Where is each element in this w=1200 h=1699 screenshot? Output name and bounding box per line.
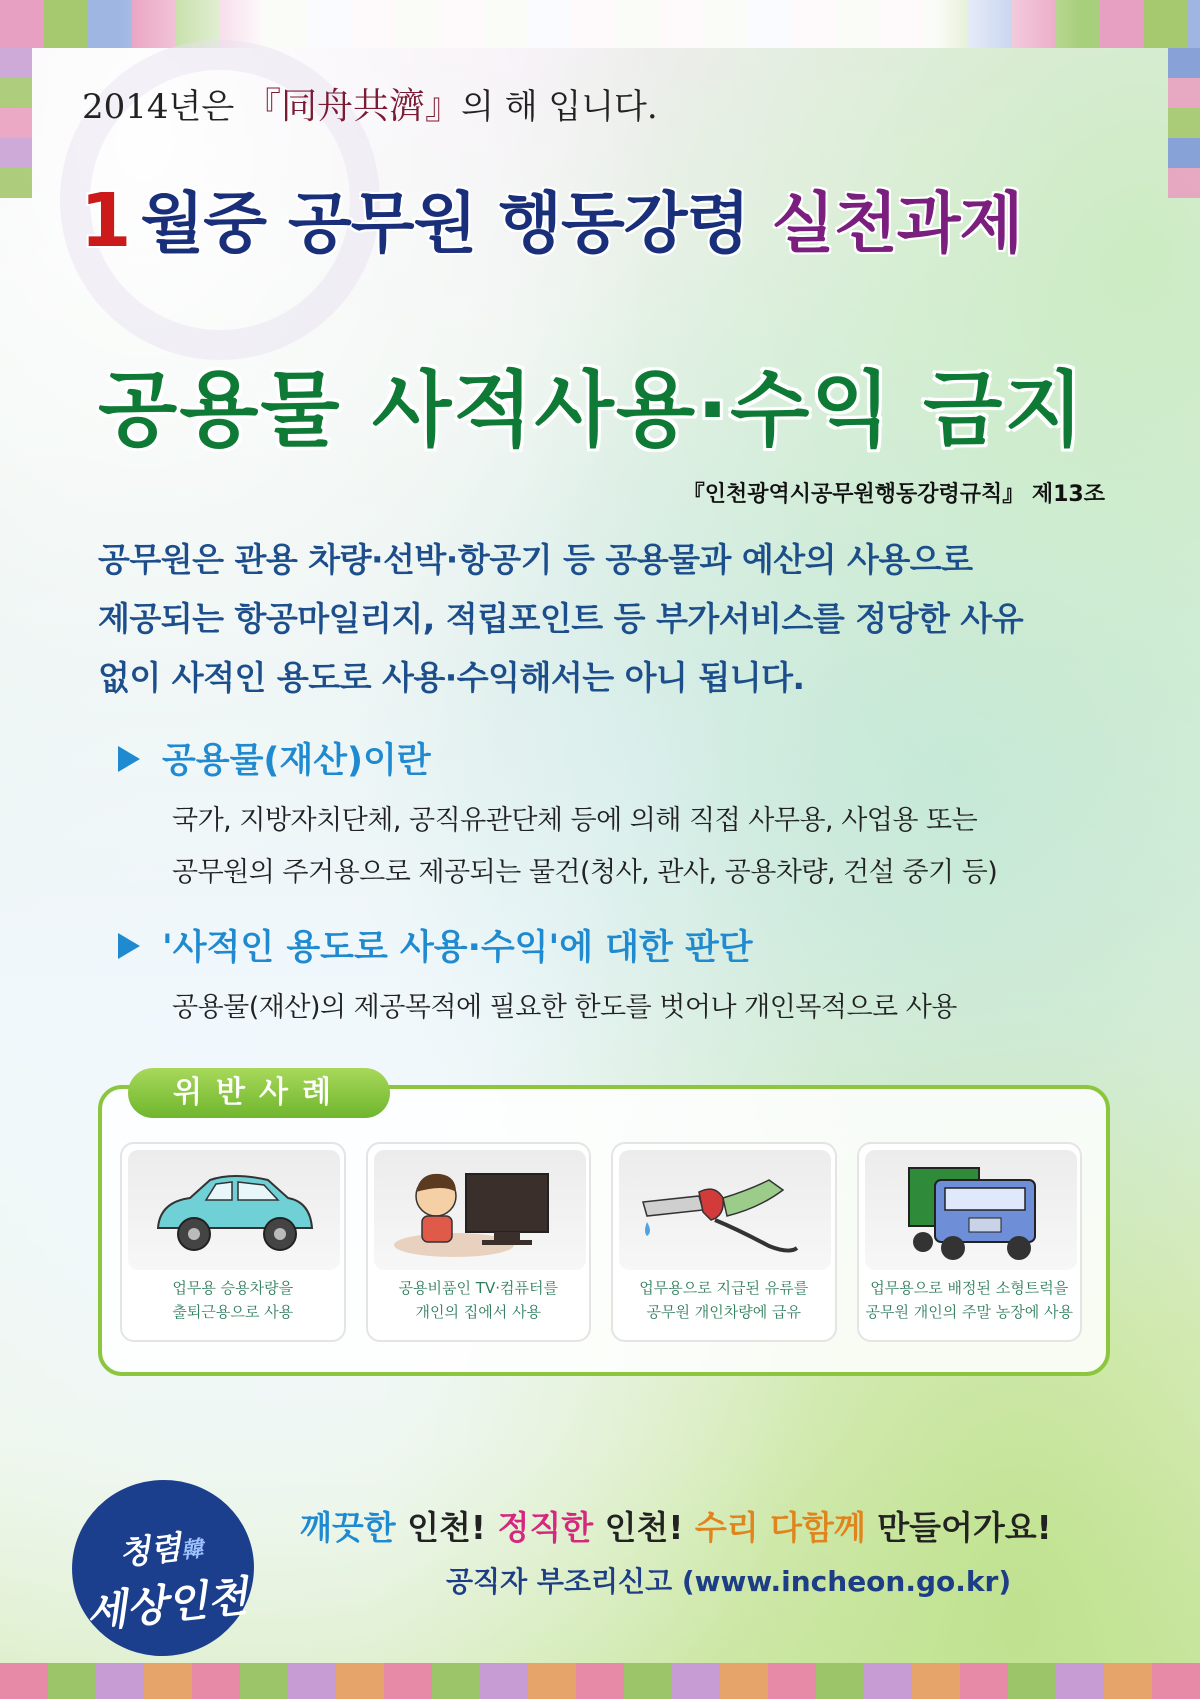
- caption-line: 공무원 개인차량에 급유: [646, 1303, 801, 1321]
- title-main: 월중 공무원 행동강령: [140, 185, 772, 262]
- car-icon: [128, 1150, 340, 1270]
- slogan-part: 정직한: [497, 1508, 594, 1547]
- decorative-pattern-right: [1168, 48, 1200, 198]
- violation-caption: [372, 1276, 586, 1324]
- violation-card-fuel: [611, 1142, 837, 1342]
- year-motto-prefix: 2014년은: [82, 87, 246, 127]
- page-title: [80, 170, 1140, 265]
- title-highlight: 실천과제: [771, 185, 1023, 262]
- caption-line: 개인의 집에서 사용: [415, 1303, 541, 1321]
- paragraph-line: 없이 사적인 용도로 사용·수익해서는 아니 됩니다.: [98, 658, 805, 697]
- section1-line: 공무원의 주거용으로 제공되는 물건(청사, 관사, 공용차량, 건설 중기 등): [172, 857, 998, 888]
- report-link[interactable]: 공직자 부조리신고 (www.incheon.go.kr): [446, 1565, 1012, 1598]
- triangle-bullet-icon: [118, 746, 140, 772]
- year-motto-suffix: 의 해 입니다.: [461, 87, 658, 127]
- caption-line: 업무용으로 배정된 소형트럭을: [870, 1279, 1069, 1297]
- triangle-bullet-icon: [118, 933, 140, 959]
- slogan-part: 수리 다함께: [694, 1508, 866, 1547]
- violation-cases-label: 위반사례: [128, 1068, 390, 1118]
- violation-cards: [120, 1142, 1082, 1342]
- caption-line: 출퇴근용으로 사용: [172, 1303, 294, 1321]
- section2-line: 공용물(재산)의 제공목적에 필요한 한도를 벗어나 개인목적으로 사용: [172, 992, 957, 1023]
- logo-text: 청렴: [117, 1528, 183, 1573]
- logo-hanja: 韓: [179, 1535, 205, 1564]
- section1-body: [172, 795, 997, 899]
- violation-caption: [617, 1276, 831, 1324]
- tv-computer-icon: [374, 1150, 586, 1270]
- decorative-pattern-top: [0, 0, 1200, 48]
- year-motto: [82, 78, 658, 129]
- section1-heading: [118, 733, 431, 783]
- section1-line: 국가, 지방자치단체, 공직유관단체 등에 의해 직접 사무용, 사업용 또는: [172, 805, 978, 836]
- section2-heading: [118, 920, 753, 970]
- year-motto-hanja: 『同舟共濟』: [245, 86, 462, 127]
- violation-card-truck: [857, 1142, 1083, 1342]
- logo-line2: 세상인천: [83, 1571, 251, 1638]
- headline: 공용물 사적사용·수익 금지: [98, 363, 1086, 458]
- truck-icon: [865, 1150, 1077, 1270]
- section2-body: [172, 982, 957, 1034]
- slogan-part: 인천!: [395, 1508, 498, 1547]
- caption-line: 업무용으로 지급된 유류를: [639, 1279, 809, 1297]
- violation-card-tv: [366, 1142, 592, 1342]
- fuel-nozzle-icon: [619, 1150, 831, 1270]
- slogan-part: 깨끗한: [300, 1508, 396, 1547]
- incheon-integrity-logo: [63, 1471, 262, 1665]
- section2-heading-text: '사적인 용도로 사용·수익'에 대한 판단: [162, 928, 753, 968]
- caption-line: 공무원 개인의 주말 농장에 사용: [865, 1303, 1073, 1321]
- main-paragraph: [98, 530, 1108, 707]
- decorative-pattern-bottom: [0, 1663, 1200, 1699]
- slogan-part: 만들어가요!: [865, 1508, 1052, 1547]
- month-number: 1: [80, 178, 131, 264]
- violation-caption: [126, 1276, 340, 1324]
- violation-card-car: [120, 1142, 346, 1342]
- slogan-part: 인천!: [593, 1508, 695, 1547]
- caption-line: 공용비품인 TV·컴퓨터를: [398, 1279, 558, 1297]
- decorative-pattern-left: [0, 48, 32, 198]
- paragraph-line: 제공되는 항공마일리지, 적립포인트 등 부가서비스를 정당한 사유: [98, 599, 1024, 638]
- section1-heading-text: 공용물(재산)이란: [162, 741, 431, 781]
- article-reference: 『인천광역시공무원행동강령규칙』 제13조: [682, 482, 1105, 507]
- paragraph-line: 공무원은 관용 차량·선박·항공기 등 공용물과 예산의 사용으로: [98, 540, 973, 579]
- violation-caption: [863, 1276, 1077, 1324]
- caption-line: 업무용 승용차량을: [172, 1279, 294, 1297]
- slogan: [300, 1502, 1052, 1549]
